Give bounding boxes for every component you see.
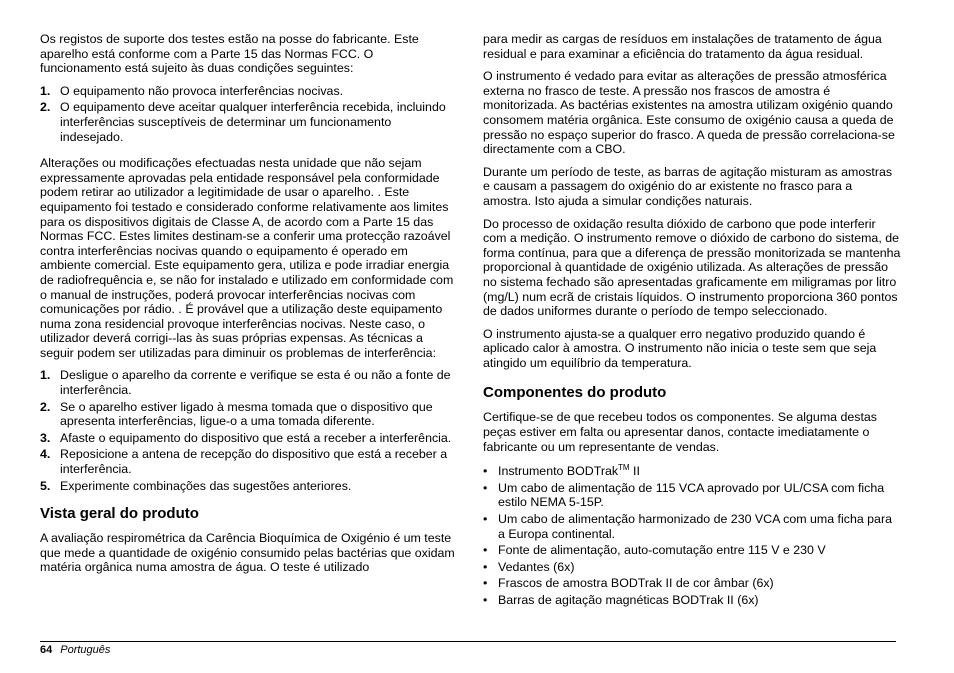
page-footer [40, 644, 110, 656]
list-text: Afaste o equipamento do dispositivo que está a receber a interferência. [60, 430, 452, 445]
list-item [483, 593, 901, 608]
list-item [40, 400, 458, 429]
list-number: 2. [40, 399, 51, 414]
footer-language: Português [60, 644, 111, 656]
list-text: Um cabo de alimentação de 115 VCA aprovado por UL/CSA com ficha estilo NEMA 5-15P. [498, 480, 885, 510]
list-text: Vedantes (6x) [498, 559, 575, 574]
list-item [40, 479, 458, 494]
overview-heading: Vista geral do produto [40, 505, 199, 523]
stir-bars-paragraph: Durante um período de teste, as barras de agitação misturam as amostras e causam a passagem do oxigénio do ar existente no frasco para a amostra. Isto ajuda a simular condições naturais. [483, 164, 893, 208]
list-text: Reposicione a antena de recepção do dispositivo que está a receber a interferência. [60, 447, 448, 477]
list-item [40, 368, 458, 397]
list-item [483, 512, 901, 541]
list-item [40, 84, 458, 99]
list-item [483, 576, 901, 591]
temperature-paragraph: O instrumento ajusta-se a qualquer erro negativo produzido quando é aplicado calor à amostra. O instrumento não inicia o teste sem que seja atingido um equilíbrio da temperatura. [483, 326, 877, 370]
list-item [40, 431, 458, 446]
components-list [483, 464, 901, 607]
list-text: Instrumento BODTrak [498, 464, 619, 479]
list-text: Barras de agitação magnéticas BODTrak II (6x) [498, 593, 759, 607]
fcc-conditions-list [40, 84, 458, 144]
list-number: 4. [40, 447, 51, 462]
footer-divider [40, 641, 896, 642]
page-number: 64 [40, 644, 53, 656]
list-text: O equipamento não provoca interferências nocivas. [60, 83, 344, 98]
list-text: Fonte de alimentação, auto-comutação entre 115 V e 230 V [498, 543, 826, 558]
list-text: Um cabo de alimentação harmonizado de 230 VCA com uma ficha para a Europa continental. [498, 512, 892, 541]
sealed-instrument-paragraph: O instrumento é vedado para evitar as alterações de pressão atmosférica externa no frasco de teste. A pressão nos frascos de amostra é monitorizada. As bactérias existentes na amostra utilizam oxigénio quando consomem matéria orgânica. Este consumo de oxigénio causa a queda de pressão no espaço superior do frasco. A queda de pressão correlaciona-se directamente com a CBO. [483, 69, 895, 157]
fcc-intro: Os registos de suporte dos testes estão na posse do fabricante. Este aparelho está conforme com a Parte 15 das Normas FCC. O funcionamento está sujeito às duas condições seguintes: [40, 32, 419, 76]
list-number: 2. [40, 100, 51, 115]
list-text: Experimente combinações das sugestões anteriores. [60, 478, 352, 493]
components-heading: Componentes do produto [483, 384, 667, 402]
trademark-mark: TM [618, 463, 630, 473]
list-number: 1. [40, 368, 51, 383]
list-item [483, 481, 901, 510]
bullet-icon: • [483, 480, 488, 495]
bullet-icon: • [483, 543, 488, 558]
bullet-icon: • [483, 464, 488, 479]
right-column [483, 32, 901, 610]
left-column [40, 32, 458, 583]
bullet-icon: • [483, 512, 488, 527]
interference-techniques-list [40, 368, 458, 493]
components-intro: Certifique-se de que recebeu todos os componentes. Se alguma destas peças estiver em falta ou apresentar danos, contacte imediatamente o fabricante ou um representante de vendas. [483, 410, 877, 454]
list-text: O equipamento deve aceitar qualquer interferência recebida, incluindo interferências susceptíveis de determinar um funcionamento indesejado. [60, 100, 446, 144]
list-item [40, 447, 458, 476]
list-text: Frascos de amostra BODTrak II de cor âmbar (6x) [498, 576, 774, 591]
list-item [40, 100, 458, 144]
list-number: 3. [40, 430, 51, 445]
list-item [483, 543, 901, 558]
fcc-changes-paragraph: Alterações ou modificações efectuadas nesta unidade que não sejam expressamente aprovadas pela entidade responsável pela conformidade podem retirar ao utilizador a legitimidade de usar o aparelho. . Este equipamento foi testado e considerado conforme relativamente aos limites para os dispositivos digitais de Classe A, de acordo com a Parte 15 das Normas FCC. Estes limites destinam-se a conferir uma protecção razoável contra interferências nocivas quando o equipamento é operado em ambiente comercial. Este equipamento gera, utiliza e pode irradiar energia de radiofrequência e, se não for instalado e utilizado em conformidade com o manual de instruções, poderá provocar interferências nocivas com comunicações por rádio. . É provável que a utilização deste equipamento numa zona residencial provoque interferências nocivas. Neste caso, o utilizador deverá corrigi--las às suas próprias expensas. As técnicas a seguir podem ser utilizadas para diminuir os problemas de interferência: [40, 156, 454, 360]
list-item [483, 560, 901, 575]
list-number: 5. [40, 478, 51, 493]
bullet-icon: • [483, 559, 488, 574]
oxidation-paragraph: Do processo de oxidação resulta dióxido de carbono que pode interferir com a medição. O instrumento remove o dióxido de carbono do sistema, de forma contínua, para que a diferença de pressão monitorizada se mantenha proporcional à quantidade de oxigénio utilizada. As alterações de pressão no sistema fechado são apresentadas graficamente em miligramas por litro (mg/L) num ecrã de cristais líquidos. O instrumento proporciona 360 pontos de dados uniformes durante o período de tempo seleccionado. [483, 216, 901, 319]
list-text: Desligue o aparelho da corrente e verifique se esta é ou não a fonte de interferência. [60, 368, 451, 398]
bullet-icon: • [483, 576, 488, 591]
overview-paragraph: A avaliação respirométrica da Carência Bioquímica de Oxigénio é um teste que mede a quantidade de oxigénio consumido pelas bactérias que oxidam matéria orgânica numa amostra de água. O teste é utilizado [40, 531, 455, 575]
list-text: Se o aparelho estiver ligado à mesma tomada que o dispositivo que apresenta interferências, ligue-o a uma tomada diferente. [60, 399, 433, 429]
overview-continued: para medir as cargas de resíduos em instalações de tratamento de água residual e para examinar a eficiência do tratamento da água residual. [483, 32, 882, 61]
list-text: II [629, 464, 640, 479]
list-number: 1. [40, 83, 51, 98]
list-item [483, 464, 901, 479]
bullet-icon: • [483, 593, 488, 607]
